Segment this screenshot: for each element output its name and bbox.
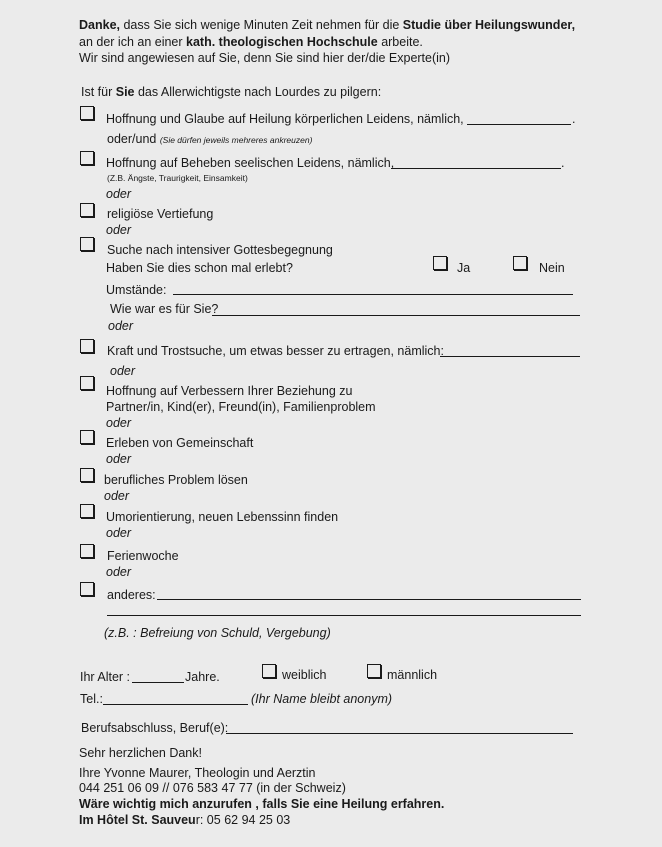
option-gottesbegegnung: Suche nach intensiver Gottesbegegnung: [107, 243, 333, 257]
anderes-example-note: (z.B. : Befreiung von Schuld, Vergebung): [104, 626, 331, 640]
beruf-label: Berufsabschluss, Beruf(e):: [81, 721, 229, 735]
footer-phone: 044 251 06 09 // 076 583 47 77 (in der Schweiz): [79, 781, 346, 795]
checkbox-weiblich[interactable]: [262, 664, 276, 678]
oder-label: oder: [106, 187, 132, 201]
oder-label: oder: [106, 416, 132, 430]
oder-label: oder: [106, 526, 132, 540]
umstaende-input[interactable]: [173, 294, 573, 295]
option-seelisches-leiden: Hoffnung auf Beheben seelischen Leidens, nämlich,: [106, 156, 395, 170]
seelisches-leiden-input[interactable]: [391, 168, 561, 169]
oder-label: oder: [108, 319, 134, 333]
option-umorientierung: Umorientierung, neuen Lebenssinn finden: [106, 510, 339, 524]
question-heading: Ist für Sie das Allerwichtigste nach Lourdes zu pilgern:: [81, 85, 382, 99]
option-religioese-vertiefung: religiöse Vertiefung: [107, 207, 214, 221]
option-beziehung-line1: Hoffnung auf Verbessern Ihrer Beziehung zu: [106, 384, 353, 398]
nein-label: Nein: [539, 261, 565, 275]
checkbox-maennlich[interactable]: [367, 664, 381, 678]
checkbox-gemeinschaft[interactable]: [80, 430, 94, 444]
option-berufliches-problem: berufliches Problem lösen: [104, 473, 248, 487]
footer-thanks: Sehr herzlichen Dank!: [79, 746, 202, 760]
maennlich-label: männlich: [387, 668, 438, 682]
period: .: [572, 112, 576, 126]
alter-label: Ihr Alter :: [80, 670, 131, 684]
option-note: (Z.B. Ängste, Traurigkeit, Einsamkeit): [107, 173, 248, 183]
oder-label: oder: [110, 364, 136, 378]
checkbox-religioese-vertiefung[interactable]: [80, 203, 94, 217]
checkbox-ja[interactable]: [433, 256, 447, 270]
checkbox-kraft-trostsuche[interactable]: [80, 339, 94, 353]
option-koerperliches-leiden: Hoffnung und Glaube auf Heilung körperlichen Leidens, nämlich,: [106, 112, 464, 126]
intro-line-3: Wir sind angewiesen auf Sie, denn Sie sind hier der/die Experte(in): [79, 51, 451, 65]
checkbox-beziehung[interactable]: [80, 376, 94, 390]
kraft-trostsuche-input[interactable]: [440, 356, 580, 357]
checkbox-nein[interactable]: [513, 256, 527, 270]
oder-label: oder: [104, 489, 130, 503]
option-beziehung-line2: Partner/in, Kind(er), Freund(in), Familienproblem: [106, 400, 376, 414]
tel-note: (Ihr Name bleibt anonym): [251, 692, 393, 706]
ja-label: Ja: [457, 261, 471, 275]
checkbox-koerperliches-leiden[interactable]: [80, 106, 94, 120]
tel-input[interactable]: [103, 704, 248, 705]
oder-label: oder: [106, 565, 132, 579]
weiblich-label: weiblich: [282, 668, 327, 682]
jahre-label: Jahre.: [185, 670, 220, 684]
anderes-input[interactable]: [157, 599, 581, 600]
footer-author: Ihre Yvonne Maurer, Theologin und Aerztin: [79, 766, 316, 780]
option-kraft-trostsuche: Kraft und Trostsuche, um etwas besser zu ertragen, nämlich:: [107, 344, 444, 358]
option-anderes: anderes:: [107, 588, 156, 602]
option-gemeinschaft: Erleben von Gemeinschaft: [106, 436, 254, 450]
checkbox-anderes[interactable]: [80, 582, 94, 596]
tel-label: Tel.:: [80, 692, 103, 706]
wie-war-es-input[interactable]: [212, 315, 580, 316]
wie-war-es-label: Wie war es für Sie?: [110, 302, 219, 316]
checkbox-berufliches-problem[interactable]: [80, 468, 94, 482]
alter-input[interactable]: [132, 682, 184, 683]
checkbox-umorientierung[interactable]: [80, 504, 94, 518]
beruf-input[interactable]: [226, 733, 573, 734]
checkbox-ferienwoche[interactable]: [80, 544, 94, 558]
anderes-input-line2[interactable]: [107, 615, 581, 616]
option-ferienwoche: Ferienwoche: [107, 549, 179, 563]
footer-call-request: Wäre wichtig mich anzurufen , falls Sie eine Heilung erfahren.: [79, 797, 445, 811]
umstaende-label: Umstände:: [106, 283, 167, 297]
intro-line-1: Danke, dass Sie sich wenige Minuten Zeit nehmen für die Studie über Heilungswunder,: [79, 18, 576, 32]
period: .: [561, 156, 565, 170]
footer-hotel: Im Hôtel St. Sauveur: 05 62 94 25 03: [79, 813, 291, 827]
intro-line-2: an der ich an einer kath. theologischen Hochschule arbeite.: [79, 35, 423, 49]
oder-label: oder: [106, 452, 132, 466]
erlebt-question: Haben Sie dies schon mal erlebt?: [106, 261, 293, 275]
checkbox-seelisches-leiden[interactable]: [80, 151, 94, 165]
checkbox-gottesbegegnung[interactable]: [80, 237, 94, 251]
koerperliches-leiden-input[interactable]: [467, 124, 571, 125]
oder-und-label: oder/und (Sie dürfen jeweils mehreres ankreuzen): [107, 132, 313, 146]
oder-label: oder: [106, 223, 132, 237]
